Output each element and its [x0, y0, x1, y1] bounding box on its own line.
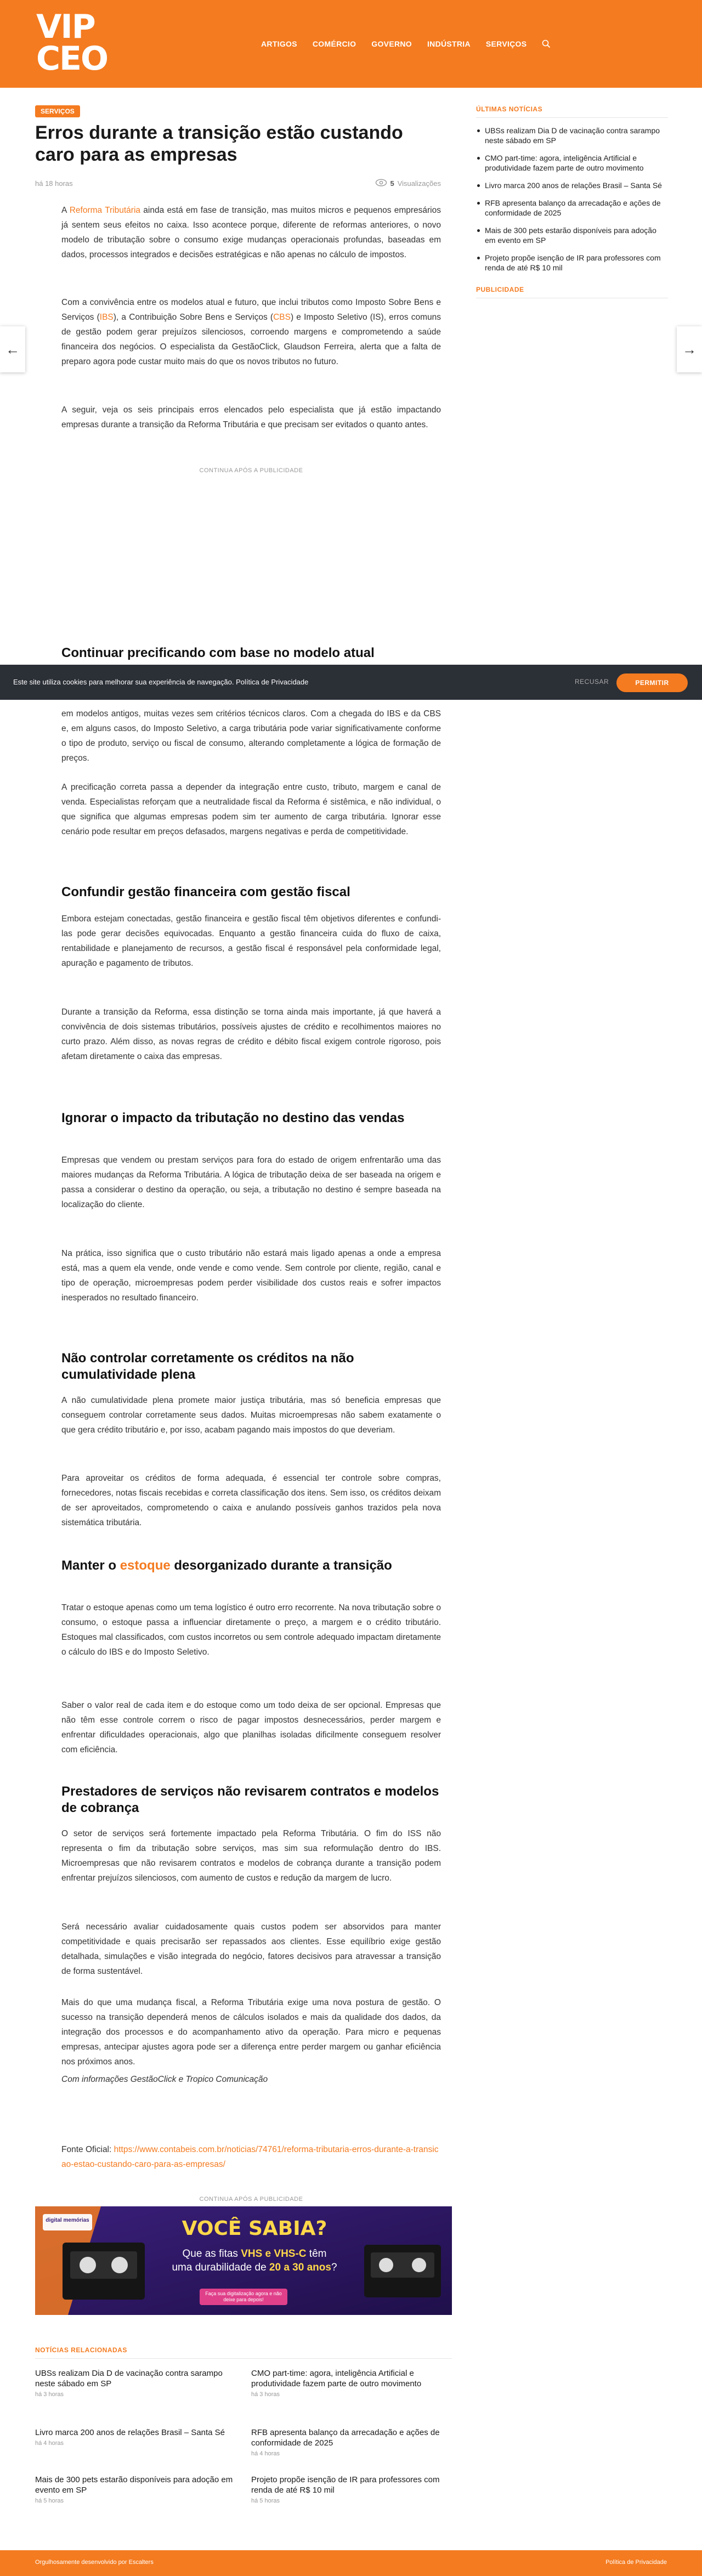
footer-privacy-link[interactable]: Política de Privacidade: [605, 2559, 667, 2566]
latest-news-title: ÚLTIMAS NOTÍCIAS: [476, 105, 668, 118]
section-2-paragraph-2: Durante a transição da Reforma, essa distinção se torna ainda mais importante, já que haverá a convivência de dois sistemas tributários, possíveis ajustes de crédito e recolhimentos maiores no curto prazo. Além disso, as novas regras de crédito e débito fiscal exigem controle rigoroso, pois afetam diretamente o caixa das empresas.: [61, 1007, 441, 1061]
heading-section-2: Confundir gestão financeira com gestão fiscal: [61, 885, 350, 899]
paragraph-3: A seguir, veja os seis principais erros elencados pelo especialista que já estão impactando empresas durante a transição da Reforma Tributária e que precisam ser evitados o quanto antes.: [61, 405, 441, 429]
section-6-paragraph-1: O setor de serviços será fortemente impactado pela Reforma Tributária. O fim do ISS não representa o fim da tributação sobre serviços, mas sim sua reformulação dentro do IBS. Microempresas que não revisarem contratos e modelos de cobrança durante a transição podem enfrentar prejuízos silenciosos, com aumento de custos e redução da margem de lucro.: [61, 1829, 441, 1883]
related-item[interactable]: [35, 2427, 238, 2447]
article-title: Erros durante a transição estão custando caro para as empresas: [35, 122, 403, 165]
ad-label-1: CONTINUA APÓS A PUBLICIDADE: [199, 467, 303, 474]
section-6-paragraph-2: Será necessário avaliar cuidadosamente quais custos podem ser absorvidos para manter competitividade e quais precisarão ser repassados aos clientes. Esse equilíbrio exige gestão detalhada, simulações e visão integrada do negócio, fatores decisivos para atravessar a transição de forma sustentável.: [61, 1922, 441, 1976]
nav-item-governo[interactable]: GOVERNO: [371, 39, 412, 48]
section-5-paragraph-2: Saber o valor real de cada item e do estoque como um todo deixa de ser opcional. Empresas que não têm esse controle correm o risco de pagar impostos desnecessários, perder margem e enfrentar dificuldades operacionais, algo que planilhas isoladas dificilmente conseguem resolver com eficiência.: [61, 1701, 441, 1754]
ad-brand: digital memórias: [46, 2217, 89, 2223]
section-1-paragraph-2: A precificação correta passa a depender da integração entre custo, tributo, margem e canal de venda. Especialistas reforçam que a neutralidade fiscal da Reforma é sistêmica, e não individual, o que significa que algumas empresas podem sim ter aumento de carga tributária. Ignorar esse cenário pode resultar em preços defasados, margens negativas e perda de competitividade.: [61, 783, 441, 836]
ad-cta[interactable]: Faça sua digitalização agora e não deixe para depois!: [205, 2291, 282, 2302]
related-item-title[interactable]: CMO part-time: agora, inteligência Artificial e produtividade fazem parte de outro movimento: [251, 2369, 422, 2388]
views-label: Visualizações: [397, 179, 441, 188]
ad-copy: Que as fitas VHS e VHS-C têm uma durabilidade de 20 a 30 anos?: [172, 2248, 337, 2273]
related-item-title[interactable]: RFB apresenta balanço da arrecadação e ações de conformidade de 2025: [251, 2428, 440, 2448]
ad-banner[interactable]: [35, 2206, 452, 2315]
latest-news-item[interactable]: Mais de 300 pets estarão disponíveis para adoção em evento em SP: [476, 225, 668, 245]
arrow-left-icon: ←: [5, 341, 20, 358]
next-article-button[interactable]: [677, 326, 702, 372]
views-count: 5: [390, 179, 394, 188]
cookie-text: Este site utiliza cookies para melhorar sua experiência de navegação. Política de Privacidade: [13, 678, 309, 686]
link-cbs[interactable]: CBS: [273, 313, 291, 322]
footer-credit[interactable]: Orgulhosamente desenvolvido por Escalters: [35, 2559, 154, 2566]
related-item-date: há 4 horas: [251, 2450, 280, 2457]
heading-section-4: Não controlar corretamente os créditos na não cumulatividade plena: [61, 1351, 354, 1382]
related-item[interactable]: [35, 2368, 238, 2398]
related-item-date: há 3 horas: [35, 2391, 64, 2398]
section-3-paragraph-1: Empresas que vendem ou prestam serviços para fora do estado de origem enfrentarão uma das maiores mudanças da Reforma Tributária. A lógica de tributação deixa de ser baseada na origem e passa a considerar o destino da operação, ou seja, a tributação no destino é sempre baseada na localização do cliente.: [61, 1156, 441, 1209]
related-item-title[interactable]: Projeto propõe isenção de IR para professores com renda de até R$ 10 mil: [251, 2475, 440, 2495]
section-4-paragraph-1: A não cumulatividade plena promete maior justiça tributária, mas só beneficia empresas que conseguem controlar corretamente seus dados. Muitas microempresas não sabem exatamente o que gera crédito tributário e, por isso, acabam pagando mais impostos do que deveriam.: [61, 1396, 441, 1435]
source-link[interactable]: https://www.contabeis.com.br/noticias/74761/reforma-tributaria-erros-durante-a-transicao-estao-custando-caro-para-as-empresas/: [61, 2145, 439, 2169]
site-header: [0, 0, 702, 88]
latest-news-item[interactable]: UBSs realizam Dia D de vacinação contra sarampo neste sábado em SP: [476, 126, 668, 145]
latest-news-item[interactable]: CMO part-time: agora, inteligência Artificial e produtividade fazem parte de outro movimento: [476, 153, 668, 173]
related-item-title[interactable]: Mais de 300 pets estarão disponíveis para adoção em evento em SP: [35, 2475, 233, 2495]
heading-section-3: Ignorar o impacto da tributação no destino das vendas: [61, 1111, 405, 1125]
related-news-title: NOTÍCIAS RELACIONADAS: [35, 2346, 452, 2359]
nav-item-artigos[interactable]: ARTIGOS: [261, 39, 297, 48]
cookie-decline-button[interactable]: RECUSAR: [575, 678, 609, 686]
related-item[interactable]: [251, 2368, 454, 2398]
latest-news-item[interactable]: RFB apresenta balanço da arrecadação e ações de conformidade de 2025: [476, 198, 668, 218]
views-counter: [375, 179, 441, 188]
section-1-paragraph-1: em modelos antigos, muitas vezes sem critérios técnicos claros. Com a chegada do IBS e da CBS e, em alguns casos, do Imposto Seletivo, a carga tributária pode variar significativamente conforme o tipo de produto, serviço ou fiscal de consumo, alterando completamente a lógica de formação de preços.: [61, 709, 441, 763]
source-label: Fonte Oficial:: [61, 2145, 112, 2154]
related-item-date: há 5 horas: [251, 2498, 280, 2504]
section-2-paragraph-1: Embora estejam conectadas, gestão financeira e gestão fiscal têm objetivos diferentes e confundi-las pode gerar decisões equivocadas. Enquanto a gestão financeira cuida do fluxo de caixa, rentabilidade e planejamento de recursos, a gestão fiscal é responsável pela conformidade legal, apuração e pagamento de tributos.: [61, 914, 441, 968]
article-credits: Com informações GestãoClick e Tropico Comunicação: [61, 2075, 268, 2084]
latest-news-item[interactable]: Livro marca 200 anos de relações Brasil – Santa Sé: [476, 180, 668, 190]
main-nav: [261, 39, 551, 48]
prev-article-button[interactable]: [0, 326, 25, 372]
ad-headline: VOCÊ SABIA?: [182, 2217, 327, 2240]
related-item[interactable]: [251, 2475, 454, 2504]
related-item-date: há 3 horas: [251, 2391, 280, 2398]
latest-news-item[interactable]: Projeto propõe isenção de IR para professores com renda de até R$ 10 mil: [476, 253, 668, 273]
related-item[interactable]: [251, 2427, 454, 2457]
sidebar: [476, 88, 668, 298]
section-4-paragraph-2: Para aproveitar os créditos de forma adequada, é essencial ter controle sobre compras, fornecedores, notas fiscais recebidas e correta classificação dos itens. Sem isso, os créditos deixam de ser aproveitados, comprometendo o caixa e anulando possíveis ganhos trazidos pela nova sistemática tributária.: [61, 1474, 441, 1527]
section-6-paragraph-3: Mais do que uma mudança fiscal, a Reforma Tributária exige uma nova postura de gestão. O sucesso na transição dependerá menos de cálculos isolados e mais da qualidade dos dados, da integração dos processos e do acompanhamento ativo da operação. Para micro e pequenas empresas, antecipar ajustes agora pode ser a diferença entre perder margem ou ganhar eficiência nos próximos anos.: [61, 1998, 441, 2067]
nav-item-industria[interactable]: INDÚSTRIA: [427, 39, 471, 48]
link-estoque[interactable]: estoque: [120, 1558, 171, 1573]
related-item-date: há 4 horas: [35, 2440, 64, 2447]
nav-item-servicos[interactable]: SERVIÇOS: [485, 39, 527, 48]
eye-icon: [375, 179, 387, 188]
paragraph-2: Com a convivência entre os modelos atual e futuro, que inclui tributos como Imposto Sobre Bens e Serviços (IBS), a Contribuição Sobre Bens e Serviços (CBS) e Imposto Seletivo (IS), erros comuns de gestão podem gerar prejuízos silenciosos, corroendo margens e comprometendo a saúde financeira dos negócios. O especialista da GestãoClick, Glaudson Ferreira, alerta que a falta de preparo agora pode custar muito mais do que os novos tributos no futuro.: [61, 298, 441, 366]
source-line: [61, 2142, 441, 2172]
related-item-title[interactable]: Livro marca 200 anos de relações Brasil – Santa Sé: [35, 2428, 225, 2437]
heading-section-1: Continuar precificando com base no modelo atual: [61, 646, 375, 660]
category-badge[interactable]: SERVIÇOS: [35, 105, 80, 117]
logo-line-1: VIP: [36, 8, 95, 46]
site-logo[interactable]: [36, 8, 108, 78]
search-icon[interactable]: [542, 39, 551, 48]
cookie-consent-bar: [0, 665, 702, 700]
ad-label-2: CONTINUA APÓS A PUBLICIDADE: [199, 2196, 303, 2203]
arrow-right-icon: →: [682, 341, 697, 358]
latest-news-list: [476, 126, 668, 273]
section-3-paragraph-2: Na prática, isso significa que o custo tributário não estará mais ligado apenas a onde a empresa está, mas a quem ela vende, onde vende e como vende. Sem controle por cliente, região, canal e tipo de operação, microempresas podem perder visibilidade dos custos reais e sofrer impactos inesperados no resultado financeiro.: [61, 1249, 441, 1303]
cookie-accept-button[interactable]: PERMITIR: [616, 673, 688, 692]
related-item-title[interactable]: UBSs realizam Dia D de vacinação contra sarampo neste sábado em SP: [35, 2369, 223, 2388]
heading-section-6: Prestadores de serviços não revisarem contratos e modelos de cobrança: [61, 1784, 439, 1815]
logo-line-2: CEO: [36, 39, 108, 78]
link-reforma-tributaria[interactable]: Reforma Tributária: [69, 206, 141, 215]
section-5-paragraph-1: Tratar o estoque apenas como um tema logístico é outro erro recorrente. Na nova tributação sobre o consumo, o estoque passa a influenciar diretamente o preço, a margem e o crédito tributário. Estoques mal classificados, com custos incorretos ou sem controle adequado impactam diretamente o cálculo do IBS e do Imposto Seletivo.: [61, 1603, 441, 1657]
paragraph-intro: A Reforma Tributária ainda está em fase de transição, mas muitos micros e pequenos empresários já sentem seus efeitos no caixa. Isso acontece porque, diferente de reformas anteriores, o novo modelo de tributação sobre o consumo exige mudanças operacionais profundas, baseadas em dados, processos integrados e decisões estratégicas e não apenas no cálculo de impostos.: [61, 206, 441, 259]
article-date: há 18 horas: [35, 179, 73, 188]
advertising-title: PUBLICIDADE: [476, 286, 668, 298]
nav-item-comercio[interactable]: COMÉRCIO: [312, 39, 356, 48]
article-meta: [35, 179, 441, 190]
related-item-date: há 5 horas: [35, 2498, 64, 2504]
related-item[interactable]: [35, 2475, 238, 2504]
heading-section-5: Manter o estoque desorganizado durante a transição: [61, 1558, 392, 1573]
related-news: [35, 2346, 452, 2504]
site-footer: [0, 2550, 702, 2576]
link-ibs[interactable]: IBS: [99, 313, 114, 322]
